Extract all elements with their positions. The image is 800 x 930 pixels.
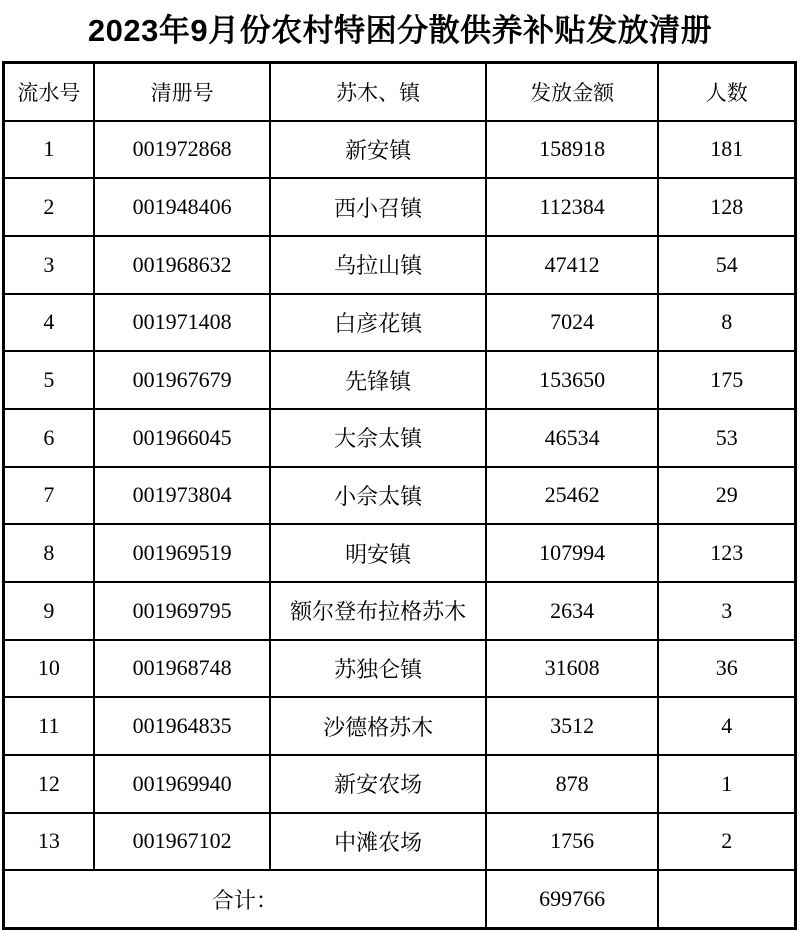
total-people-cell [658,870,795,928]
subsidy-register-table [2,61,797,930]
col-header-people: 人数 [658,63,795,121]
cell-serial-no: 11 [4,697,94,755]
cell-serial-no: 3 [4,236,94,294]
cell-serial-no: 6 [4,409,94,467]
cell-town: 先锋镇 [270,351,485,409]
cell-people: 8 [658,294,795,352]
cell-amount: 46534 [486,409,659,467]
cell-register-no: 001969519 [94,524,271,582]
cell-town: 白彦花镇 [270,294,485,352]
cell-register-no: 001966045 [94,409,271,467]
cell-amount: 31608 [486,640,659,698]
cell-serial-no: 13 [4,813,94,871]
table-row [4,813,796,871]
cell-people: 123 [658,524,795,582]
cell-serial-no: 8 [4,524,94,582]
cell-town: 明安镇 [270,524,485,582]
cell-people: 2 [658,813,795,871]
cell-town: 沙德格苏木 [270,697,485,755]
cell-register-no: 001971408 [94,294,271,352]
table-row [4,640,796,698]
col-header-register-no: 清册号 [94,63,271,121]
cell-amount: 2634 [486,582,659,640]
table-row [4,236,796,294]
cell-register-no: 001948406 [94,178,271,236]
table-row [4,121,796,179]
cell-amount: 112384 [486,178,659,236]
cell-people: 29 [658,467,795,525]
table-row [4,351,796,409]
header-row [4,63,796,121]
cell-amount: 158918 [486,121,659,179]
cell-amount: 1756 [486,813,659,871]
cell-amount: 107994 [486,524,659,582]
cell-town: 小佘太镇 [270,467,485,525]
document-page [0,4,800,913]
col-header-amount: 发放金额 [486,63,659,121]
cell-town: 中滩农场 [270,813,485,871]
table-row [4,178,796,236]
cell-serial-no: 1 [4,121,94,179]
cell-people: 53 [658,409,795,467]
cell-register-no: 001969940 [94,755,271,813]
cell-people: 3 [658,582,795,640]
cell-town: 新安镇 [270,121,485,179]
cell-town: 西小召镇 [270,178,485,236]
table-row [4,582,796,640]
cell-town: 乌拉山镇 [270,236,485,294]
cell-register-no: 001973804 [94,467,271,525]
cell-serial-no: 5 [4,351,94,409]
cell-register-no: 001967102 [94,813,271,871]
total-label-cell: 合计： [4,870,486,928]
cell-register-no: 001972868 [94,121,271,179]
cell-amount: 3512 [486,697,659,755]
cell-serial-no: 10 [4,640,94,698]
cell-people: 181 [658,121,795,179]
table-row [4,409,796,467]
total-amount-cell: 699766 [486,870,659,928]
cell-amount: 878 [486,755,659,813]
cell-serial-no: 9 [4,582,94,640]
table-row [4,524,796,582]
cell-people: 128 [658,178,795,236]
cell-amount: 25462 [486,467,659,525]
table-row [4,467,796,525]
cell-people: 175 [658,351,795,409]
cell-town: 新安农场 [270,755,485,813]
cell-register-no: 001967679 [94,351,271,409]
cell-serial-no: 2 [4,178,94,236]
cell-serial-no: 4 [4,294,94,352]
cell-register-no: 001968632 [94,236,271,294]
cell-people: 4 [658,697,795,755]
cell-register-no: 001968748 [94,640,271,698]
cell-amount: 153650 [486,351,659,409]
cell-people: 36 [658,640,795,698]
col-header-town: 苏木、镇 [270,63,485,121]
cell-serial-no: 12 [4,755,94,813]
page-title: 2023年9月份农村特困分散供养补贴发放清册 [87,13,713,48]
cell-town: 大佘太镇 [270,409,485,467]
cell-town: 额尔登布拉格苏木 [270,582,485,640]
cell-people: 54 [658,236,795,294]
table-row [4,294,796,352]
cell-register-no: 001964835 [94,697,271,755]
total-row [4,870,796,928]
cell-amount: 47412 [486,236,659,294]
cell-people: 1 [658,755,795,813]
cell-register-no: 001969795 [94,582,271,640]
table-row [4,697,796,755]
cell-serial-no: 7 [4,467,94,525]
cell-amount: 7024 [486,294,659,352]
cell-town: 苏独仑镇 [270,640,485,698]
col-header-serial-no: 流水号 [4,63,94,121]
table-row [4,755,796,813]
